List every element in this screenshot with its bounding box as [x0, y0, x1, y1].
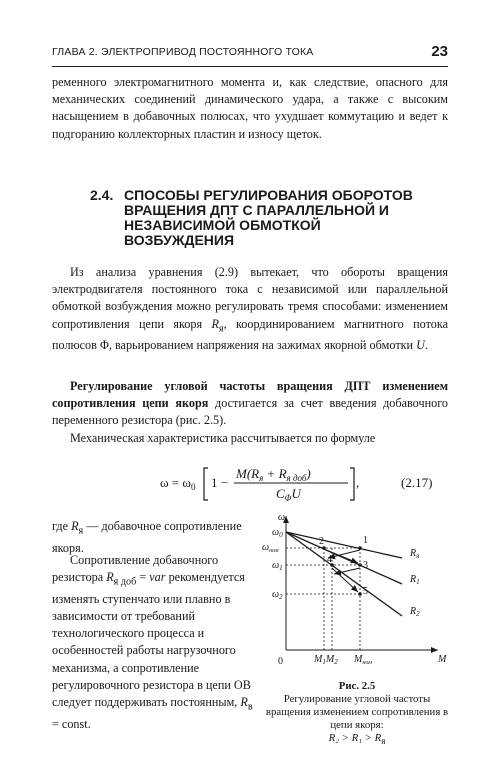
equation-number: (2.17): [401, 475, 433, 490]
paragraph-bold-lead: [52, 378, 448, 430]
y-axis-label: ω: [278, 512, 286, 523]
text-run: — добавочное сопротивление якоря.: [52, 519, 242, 555]
point-label-3: 3: [363, 560, 368, 571]
label-line-r1: $R_1$: [410, 574, 420, 586]
text-run: где: [52, 519, 72, 533]
text-run: =: [136, 570, 150, 585]
line-r1: [286, 532, 402, 584]
condition-text: R₂ > R₁ > R: [328, 732, 382, 744]
left-bracket: [204, 468, 208, 500]
label-w0: $\omega_0$: [272, 527, 283, 539]
label-wnom: $\omega_{ном}$: [262, 542, 279, 554]
subscript: я: [218, 323, 224, 335]
point-label-4: 4: [327, 554, 332, 565]
symbol-r: R: [240, 695, 248, 710]
figure-2-5-characteristics: [262, 510, 452, 676]
equation-2-17: [52, 460, 448, 506]
subscript: я доб: [113, 576, 137, 588]
label-m1-m2: $M_1M_2$: [314, 654, 338, 666]
point-3: [358, 563, 362, 567]
running-head: ГЛАВА 2. ЭЛЕКТРОПРИВОД ПОСТОЯННОГО ТОКА: [52, 46, 314, 58]
point-1: [358, 546, 362, 550]
right-bracket: [350, 468, 354, 500]
label-w2: $\omega_2$: [272, 589, 283, 601]
paragraph-intro: [52, 264, 448, 354]
figure-caption: [262, 680, 452, 748]
formula-denominator: $C_\Phi U$: [276, 486, 301, 503]
point-label-5: 5: [363, 586, 368, 597]
text-run: = const.: [52, 716, 91, 731]
running-header: [52, 44, 448, 67]
figure-number: Рис. 2.5: [338, 680, 376, 692]
subscript: в: [247, 701, 253, 713]
point-label-1: 1: [363, 535, 368, 546]
label-line-r2: $R_2$: [410, 606, 420, 618]
text-run: .: [424, 338, 428, 353]
caption-condition: [262, 732, 452, 748]
text-run: достигается за счет введения добавочного переменного резистора (рис. 2.5).: [52, 396, 448, 428]
symbol-var: var: [149, 570, 166, 585]
bold-lead: Регулирование угловой частоты вращения ДПТ изменением сопротивления цепи якоря: [52, 379, 448, 411]
symbol-r: R: [106, 570, 114, 585]
paragraph-formula-intro: Механическая характеристика рассчитывается по формуле: [70, 431, 376, 445]
formula-numerator: $M(R_я + R_{я доб})$: [236, 466, 311, 483]
paragraph-resistor: [52, 552, 258, 733]
page-number: 23: [431, 43, 448, 60]
text-run: Сопротивление добавочного резистора: [52, 553, 219, 585]
text-run: рекомендуется изменять ступенчато или плавно в зависимости от требований технологического процесса и особенностей работы нагрузочного механизма, а сопротивление регулировочного резистора в цепи ОВ следует поддерживать постоянным,: [52, 570, 251, 710]
text-run: , координированием магнитного потока полюсов Φ, варьированием напряжения на зажимах якорной обмотки: [52, 316, 448, 353]
point-5: [358, 592, 362, 596]
symbol-u: U: [416, 338, 425, 353]
paragraph-continued: ременного электромагнитного момента и, как следствие, опасного для механических соединений динамического удара, а также с высоким насыщением в добавочных полюсах, что ухудшает коммутацию и ведет к подгоранию коллекторных пластин и износу щеток.: [52, 75, 448, 141]
formula-comma: ,: [356, 475, 360, 490]
subscript: я: [78, 525, 84, 537]
origin-label: 0: [278, 656, 283, 667]
section-title: СПОСОБЫ РЕГУЛИРОВАНИЯ ОБОРОТОВ ВРАЩЕНИЯ ДПТ С ПАРАЛЛЕЛЬНОЙ И НЕЗАВИСИМОЙ ОБМОТКОЙ ВОЗБУЖДЕНИЯ: [124, 187, 413, 248]
subscript: я: [381, 736, 386, 747]
label-mnom: $M_{ном}$: [354, 654, 372, 666]
formula-lhs: $\omega = \omega_0$: [160, 475, 196, 492]
text-run: Из анализа уравнения (2.9) вытекает, что обороты вращения электродвигателя постоянного тока с независимой или параллельной обмоткой возбуждения можно регулировать тремя способами: изменением сопротивления цепи якоря: [52, 265, 448, 331]
caption-text: Регулирование угловой частоты вращения изменением сопротивления в цепи якоря:: [265, 693, 449, 731]
label-line-rya: $R_я$: [410, 548, 420, 560]
point-label-2: 2: [319, 536, 324, 547]
formula-one-minus: 1 −: [211, 475, 229, 490]
label-w1: $\omega_1$: [272, 560, 283, 572]
section-number: 2.4.: [90, 187, 114, 203]
symbol-r: R: [211, 316, 219, 331]
x-axis-label: M: [438, 654, 447, 665]
symbol-r: R: [71, 519, 79, 533]
